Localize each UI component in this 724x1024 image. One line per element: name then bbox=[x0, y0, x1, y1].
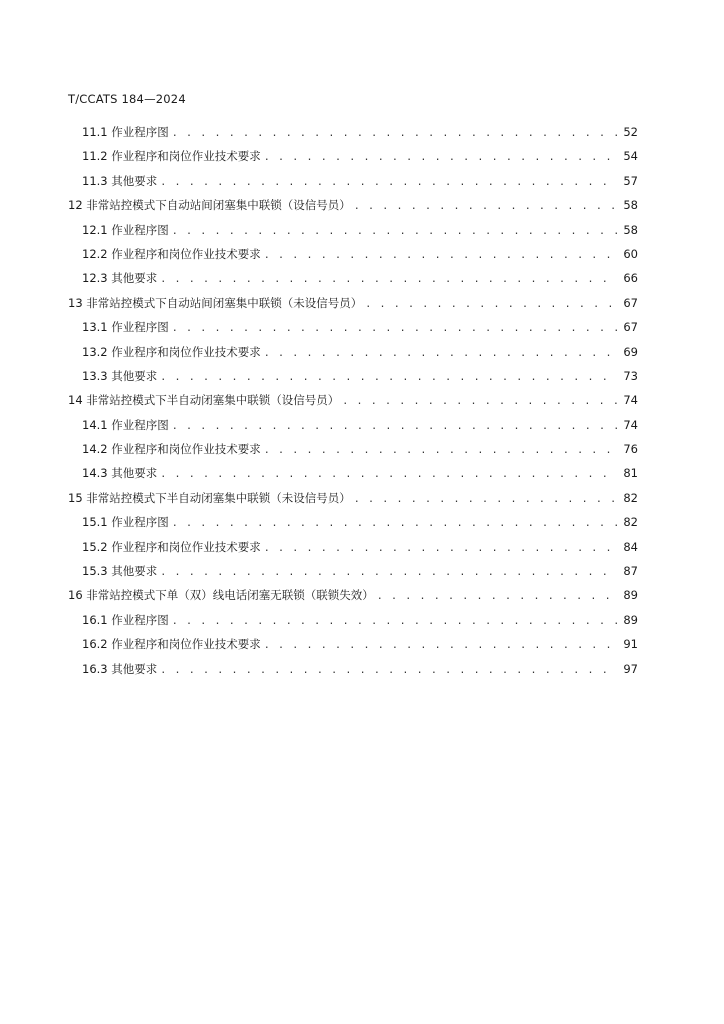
toc-entry[interactable] bbox=[68, 612, 638, 636]
toc-entry-title: 13.1 作业程序图 bbox=[82, 320, 169, 335]
toc-dot-leader bbox=[365, 299, 617, 310]
toc-chapter[interactable] bbox=[68, 587, 638, 611]
toc-dot-leader bbox=[160, 469, 617, 480]
toc-dot-leader bbox=[160, 274, 617, 285]
toc-chapter-page: 82 bbox=[623, 490, 638, 505]
toc-dot-leader bbox=[264, 445, 617, 456]
toc-entry-page: 67 bbox=[623, 320, 638, 335]
toc-chapter-title: 12 非常站控模式下自动站间闭塞集中联锁（设信号员） bbox=[68, 198, 351, 213]
toc-entry-page: 84 bbox=[623, 539, 638, 554]
toc-chapter-page: 67 bbox=[623, 295, 638, 310]
toc-entry-title: 16.2 作业程序和岗位作业技术要求 bbox=[82, 637, 261, 652]
toc-dot-leader bbox=[377, 591, 617, 602]
toc-entry-title: 11.1 作业程序图 bbox=[82, 125, 169, 139]
toc-dot-leader bbox=[160, 567, 617, 578]
toc-dot-leader bbox=[354, 494, 617, 505]
toc-entry[interactable] bbox=[68, 246, 638, 270]
toc-entry-page: 58 bbox=[623, 222, 638, 237]
toc-entry-page: 52 bbox=[623, 125, 638, 139]
toc-entry-page: 81 bbox=[623, 466, 638, 481]
toc-dot-leader bbox=[264, 348, 617, 359]
table-of-contents bbox=[68, 124, 638, 685]
toc-entry-page: 60 bbox=[623, 246, 638, 261]
toc-chapter[interactable] bbox=[68, 295, 638, 319]
toc-entry[interactable] bbox=[68, 124, 638, 148]
toc-entry[interactable] bbox=[68, 173, 638, 197]
toc-dot-leader bbox=[172, 128, 617, 139]
toc-entry-page: 69 bbox=[623, 344, 638, 359]
toc-entry-title: 15.2 作业程序和岗位作业技术要求 bbox=[82, 539, 261, 554]
toc-entry-page: 89 bbox=[623, 612, 638, 627]
toc-entry-page: 87 bbox=[623, 564, 638, 579]
toc-entry-title: 13.2 作业程序和岗位作业技术要求 bbox=[82, 344, 261, 359]
toc-dot-leader bbox=[172, 226, 617, 237]
toc-entry-page: 82 bbox=[623, 515, 638, 530]
toc-entry[interactable] bbox=[68, 661, 638, 685]
toc-entry-page: 66 bbox=[623, 271, 638, 286]
toc-entry[interactable] bbox=[68, 636, 638, 660]
toc-chapter[interactable] bbox=[68, 392, 638, 416]
toc-dot-leader bbox=[264, 152, 617, 163]
toc-entry[interactable] bbox=[68, 270, 638, 294]
toc-chapter[interactable] bbox=[68, 490, 638, 514]
toc-entry-title: 11.2 作业程序和岗位作业技术要求 bbox=[82, 149, 261, 164]
toc-dot-leader bbox=[172, 518, 617, 529]
toc-entry-title: 15.3 其他要求 bbox=[82, 564, 158, 579]
toc-entry[interactable] bbox=[68, 539, 638, 563]
toc-entry-page: 57 bbox=[623, 173, 638, 188]
toc-chapter-title: 15 非常站控模式下半自动闭塞集中联锁（未设信号员） bbox=[68, 490, 351, 505]
toc-chapter-title: 13 非常站控模式下自动站间闭塞集中联锁（未设信号员） bbox=[68, 295, 363, 310]
document-id: T/CCATS 184—2024 bbox=[68, 92, 186, 106]
toc-chapter-title: 14 非常站控模式下半自动闭塞集中联锁（设信号员） bbox=[68, 393, 340, 408]
toc-entry-title: 14.2 作业程序和岗位作业技术要求 bbox=[82, 442, 261, 457]
toc-entry-title: 16.1 作业程序图 bbox=[82, 612, 169, 627]
toc-dot-leader bbox=[342, 396, 617, 407]
toc-entry-title: 16.3 其他要求 bbox=[82, 661, 158, 676]
toc-dot-leader bbox=[264, 640, 617, 651]
toc-dot-leader bbox=[160, 372, 617, 383]
toc-entry-page: 73 bbox=[623, 368, 638, 383]
toc-entry[interactable] bbox=[68, 148, 638, 172]
toc-entry-title: 15.1 作业程序图 bbox=[82, 515, 169, 530]
toc-entry[interactable] bbox=[68, 222, 638, 246]
toc-entry-page: 76 bbox=[623, 442, 638, 457]
toc-dot-leader bbox=[264, 543, 617, 554]
toc-chapter-title: 16 非常站控模式下单（双）线电话闭塞无联锁（联锁失效） bbox=[68, 588, 374, 603]
toc-chapter-page: 89 bbox=[623, 588, 638, 603]
toc-entry[interactable] bbox=[68, 368, 638, 392]
toc-chapter-page: 74 bbox=[623, 393, 638, 408]
toc-entry[interactable] bbox=[68, 465, 638, 489]
toc-entry[interactable] bbox=[68, 441, 638, 465]
toc-entry-title: 12.1 作业程序图 bbox=[82, 222, 169, 237]
toc-entry-title: 12.2 作业程序和岗位作业技术要求 bbox=[82, 246, 261, 261]
toc-dot-leader bbox=[354, 201, 617, 212]
toc-entry[interactable] bbox=[68, 319, 638, 343]
toc-entry-page: 91 bbox=[623, 637, 638, 652]
toc-entry-title: 13.3 其他要求 bbox=[82, 368, 158, 383]
toc-chapter-page: 58 bbox=[623, 198, 638, 213]
toc-entry-title: 12.3 其他要求 bbox=[82, 271, 158, 286]
toc-dot-leader bbox=[172, 421, 617, 432]
toc-entry-page: 54 bbox=[623, 149, 638, 164]
toc-dot-leader bbox=[160, 177, 617, 188]
toc-entry[interactable] bbox=[68, 514, 638, 538]
toc-dot-leader bbox=[172, 323, 617, 334]
toc-entry-title: 14.3 其他要求 bbox=[82, 466, 158, 481]
toc-dot-leader bbox=[172, 616, 617, 627]
toc-entry-page: 74 bbox=[623, 417, 638, 432]
toc-dot-leader bbox=[160, 665, 617, 676]
toc-entry[interactable] bbox=[68, 344, 638, 368]
toc-entry-title: 11.3 其他要求 bbox=[82, 173, 158, 188]
toc-entry[interactable] bbox=[68, 417, 638, 441]
toc-entry[interactable] bbox=[68, 563, 638, 587]
toc-dot-leader bbox=[264, 250, 617, 261]
toc-entry-page: 97 bbox=[623, 661, 638, 676]
toc-chapter[interactable] bbox=[68, 197, 638, 221]
toc-entry-title: 14.1 作业程序图 bbox=[82, 417, 169, 432]
